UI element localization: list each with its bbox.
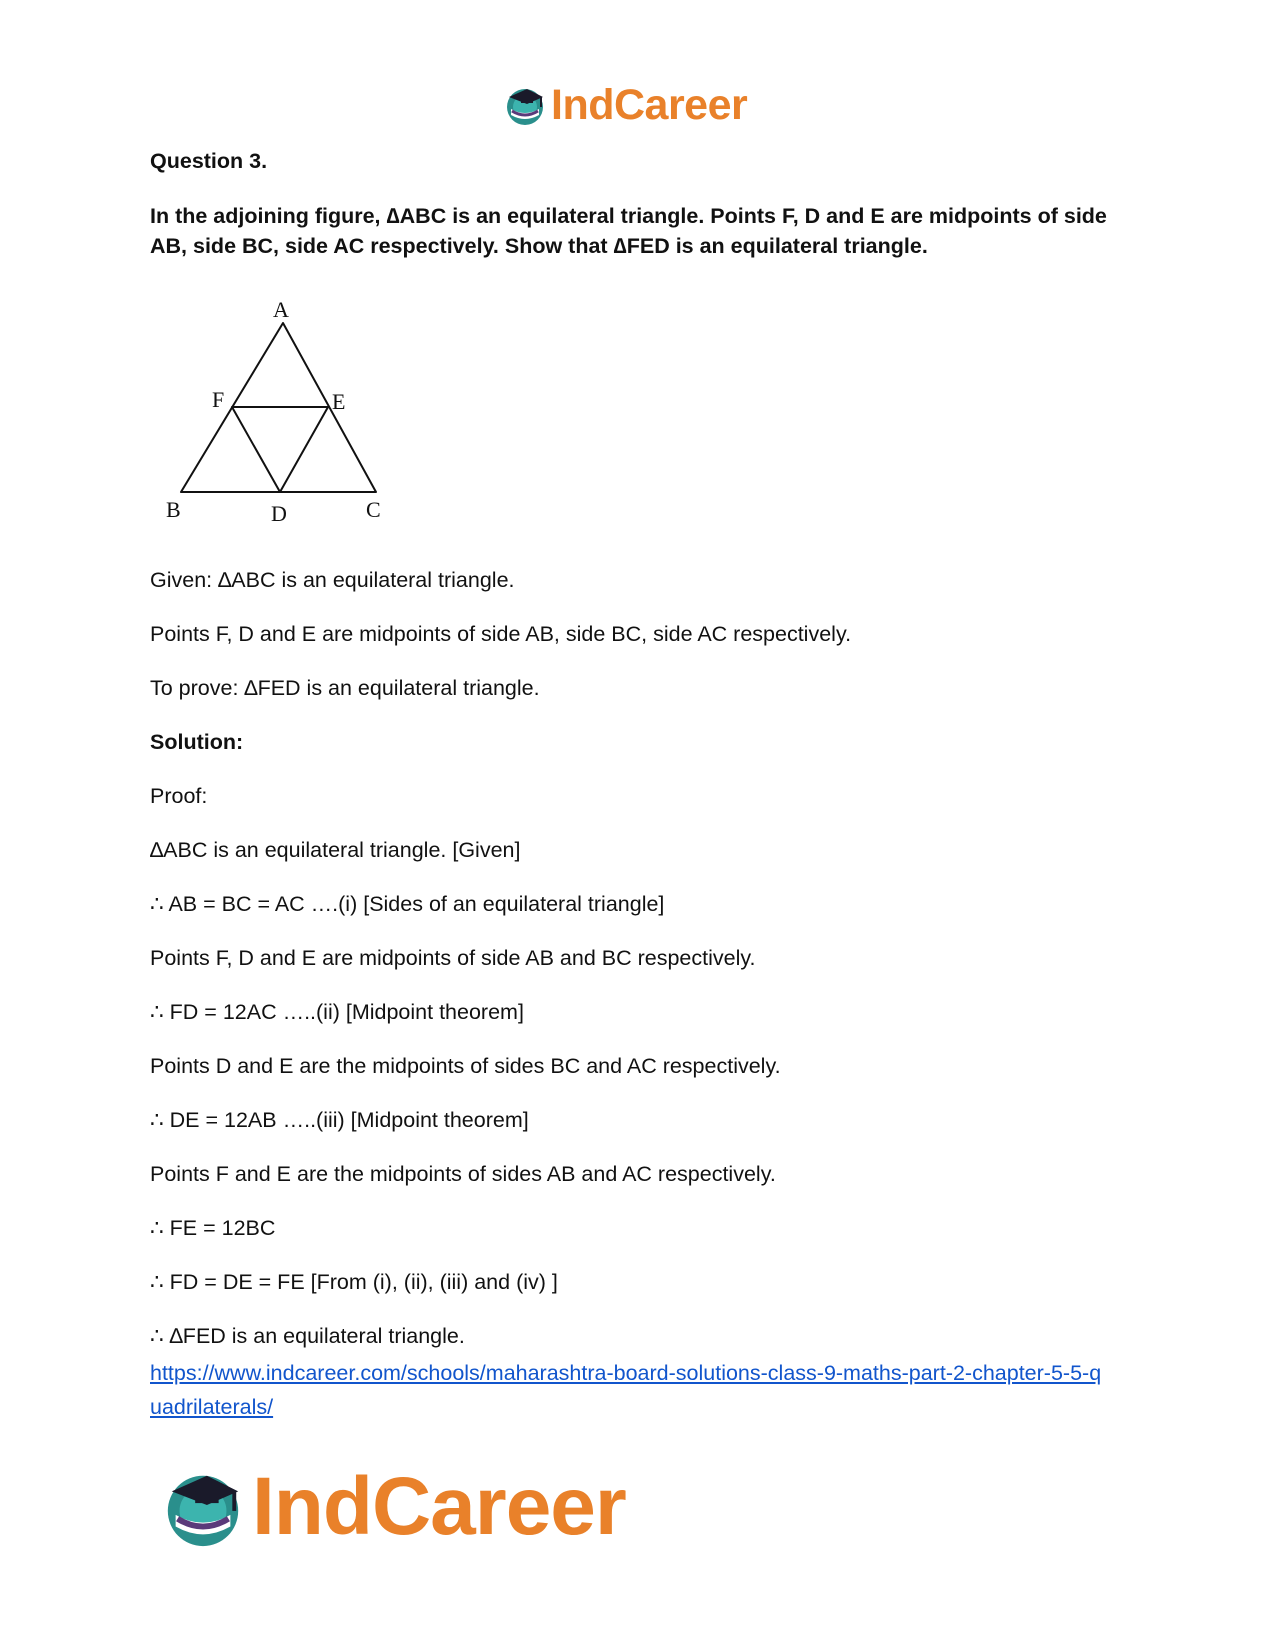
given-midpoints: Points F, D and E are midpoints of side AB, side BC, side AC respectively. (150, 622, 852, 646)
to-prove-statement: To prove: ∆FED is an equilateral triangle. (150, 676, 540, 700)
graduation-cap-globe-icon (160, 1464, 246, 1550)
proof-label: Proof: (150, 784, 208, 808)
label-b: B (166, 497, 181, 522)
proof-step: Points F and E are the midpoints of sides AB and AC respectively. (150, 1162, 776, 1186)
label-a: A (273, 297, 289, 322)
proof-step: ∴ FD = DE = FE [From (i), (ii), (iii) and (iv) ] (150, 1270, 558, 1294)
proof-step: ∴ FE = 12BC (150, 1216, 276, 1240)
proof-conclusion: ∴ ∆FED is an equilateral triangle. (150, 1324, 465, 1348)
header-logo (503, 80, 747, 130)
proof-step: Points F, D and E are midpoints of side AB and BC respectively. (150, 946, 756, 970)
logo-wordmark: IndCareer (551, 80, 748, 129)
triangle-figure (160, 295, 400, 530)
logo-wordmark: IndCareer (252, 1461, 626, 1552)
triangle-diagram (160, 295, 400, 525)
proof-step: ∴ DE = 12AB …..(iii) [Midpoint theorem] (150, 1108, 529, 1132)
question-text: In the adjoining figure, ∆ABC is an equilateral triangle. Points F, D and E are midpoints of side AB, side BC, side AC respectively. Show that ∆FED is an equilateral triangle. (150, 204, 1107, 258)
label-f: F (212, 387, 225, 412)
proof-step: Points D and E are the midpoints of sides BC and AC respectively. (150, 1054, 781, 1078)
question-title: Question 3. (150, 149, 268, 173)
footer-logo (160, 1462, 626, 1552)
label-d: D (271, 501, 287, 525)
triangle-fed (232, 407, 328, 492)
solution-heading: Solution: (150, 730, 244, 754)
label-c: C (366, 497, 381, 522)
proof-step: ∴ AB = BC = AC ….(i) [Sides of an equilateral triangle] (150, 892, 665, 916)
source-link[interactable]: https://www.indcareer.com/schools/maharashtra-board-solutions-class-9-maths-part-2-chapter-5-5-quadrilaterals/ (150, 1361, 1102, 1419)
graduation-cap-globe-icon (503, 83, 547, 127)
proof-step: ∴ FD = 12AC …..(ii) [Midpoint theorem] (150, 1000, 524, 1024)
given-statement: Given: ∆ABC is an equilateral triangle. (150, 568, 515, 592)
proof-step: ∆ABC is an equilateral triangle. [Given] (150, 838, 521, 862)
label-e: E (332, 389, 346, 414)
